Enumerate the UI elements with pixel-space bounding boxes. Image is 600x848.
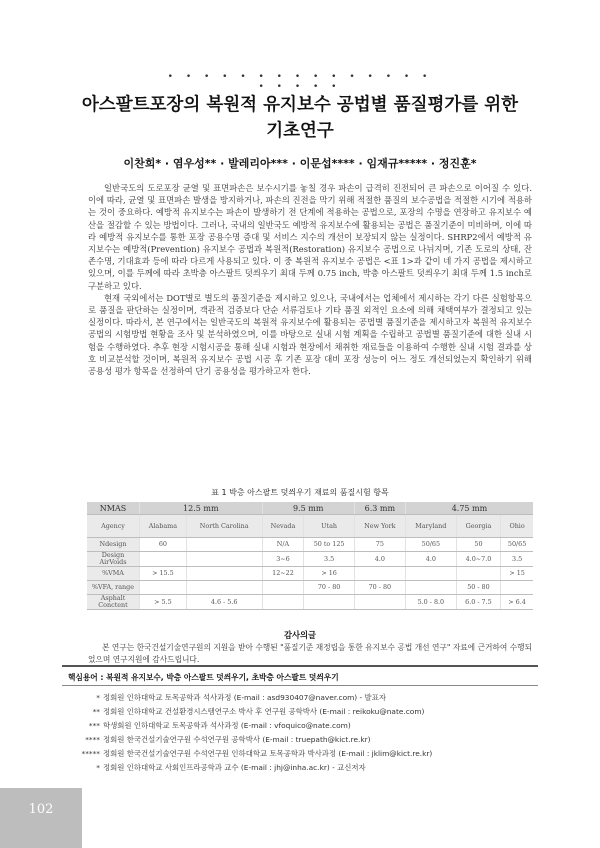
table-cell: 50	[456, 538, 500, 552]
table-cell	[405, 581, 456, 595]
agency-cell: Utah	[304, 515, 354, 538]
footnote-mark: *	[96, 763, 100, 773]
agency-cell: Ohio	[501, 515, 533, 538]
table-cell	[456, 567, 500, 581]
footnote-text: 정회원 인하대학교 건설환경시스템연구소 박사 후 연구원 공학박사 (E-mail : reikoku@nate.com)	[103, 707, 425, 717]
table-cell	[304, 595, 354, 610]
quality-test-table	[87, 502, 533, 610]
table-group-row	[87, 502, 533, 515]
table-row	[87, 567, 533, 581]
table-cell: 50 to 125	[304, 538, 354, 552]
table-cell: 3~6	[262, 552, 304, 567]
agency-header: Agency	[87, 515, 140, 538]
footnote-text: 정회원 인하대학교 토목공학과 석사과정 (E-mail : asd930407@naver.com) - 발표자	[103, 693, 386, 702]
keyword-divider	[62, 685, 538, 686]
table-row	[87, 552, 533, 567]
agency-cell: North Carolina	[186, 515, 262, 538]
footnote	[60, 733, 540, 747]
keywords: 핵심용어 : 복원적 유지보수, 박층 아스팔트 덧씌우기, 초박층 아스팔트 덧씌우기	[68, 673, 339, 682]
row-label: %VFA, range	[87, 581, 140, 595]
page-number-box	[0, 788, 82, 848]
table-cell: 70 - 80	[354, 581, 405, 595]
footnote-text: 정회원 한국건설기술연구원 수석연구원 인하대학교 토목공학과 박사과정 (E-mail : jklim@kict.re.kr)	[103, 749, 433, 759]
acknowledgement-title: 감사의글	[283, 630, 317, 640]
table-cell: 3.5	[501, 552, 533, 567]
row-label: %VMA	[87, 567, 140, 581]
agency-cell: Maryland	[405, 515, 456, 538]
agency-cell: New York	[354, 515, 405, 538]
author-footnotes	[60, 691, 540, 776]
agency-cell: Alabama	[140, 515, 187, 538]
table-cell: 75	[354, 538, 405, 552]
table-cell: 50/65	[501, 538, 533, 552]
title-line-2: 기초연구	[266, 121, 334, 141]
table-cell	[140, 581, 187, 595]
table-cell	[186, 552, 262, 567]
table-cell: 12~22	[262, 567, 304, 581]
agency-cell: Georgia	[456, 515, 500, 538]
header-dots: • • • • • • • • • • • • • • • • • • • •	[167, 72, 433, 92]
footnote-mark: **	[92, 707, 100, 717]
table-cell: > 15.5	[140, 567, 187, 581]
table-cell	[354, 595, 405, 610]
table-cell	[262, 595, 304, 610]
table-cell: 50/65	[405, 538, 456, 552]
table-cell: 3.5	[304, 552, 354, 567]
title-line-1: 아스팔트포장의 복원적 유지보수 공법별 품질평가를 위한	[81, 95, 519, 115]
table-cell	[405, 567, 456, 581]
table-cell: 4.0~7.0	[456, 552, 500, 567]
footnote	[60, 747, 540, 761]
footnote-mark: *	[96, 693, 100, 702]
table-caption: 표 1 박층 아스팔트 덧씌우기 재료의 품질시험 항목	[211, 488, 389, 497]
table-cell: N/A	[262, 538, 304, 552]
section-divider	[62, 665, 538, 667]
group-header: 12.5 mm	[140, 502, 263, 515]
footnote-mark: *****	[81, 749, 100, 759]
body-paragraph: 현재 국외에서는 DOT별로 별도의 품질기준을 제시하고 있으나, 국내에서는 업체에서 제시하는 각기 다른 실험항목으로 품질을 판단하는 실정이며, 객관적 검증보다 단순 서류검토나 기타 품질 외적인 요소에 의해 채택여부가 결정되고 있는 실정이다. 따라서, 본 연구에서는 일반국도의 복원적 유지보수에 활용되는 공법별 품질기준을 제시하고자 복원적 유지보수 공법의 시험방법 현황을 조사 및 분석하였으며, 이를 바탕으로 실내 시험 계획을 수립하고 공법별 품질기준에 대한 실내 시험을 수행하였다. 추후 현장 시험시공을 통해 실내 시험과 현장에서 채취한 재료들을 이용하여 수행한 실내 시험 결과를 상호 비교분석할 것이며, 복원적 유지보수 공법 시공 후 기존 포장 대비 포장 성능이 어느 정도 개선되었는지 확인하기 위해 공용성 평가 항목을 선정하여 단기 공용성을 평가하고자 한다.	[88, 292, 532, 377]
nmas-header: NMAS	[87, 502, 140, 515]
agency-cell: Nevada	[262, 515, 304, 538]
table-cell	[186, 567, 262, 581]
table-body	[87, 538, 533, 610]
footnote-mark: ****	[85, 735, 100, 745]
table-cell: 4.0	[405, 552, 456, 567]
table-cell: 6.0 - 7.5	[456, 595, 500, 610]
paper-title	[40, 92, 560, 144]
table-cell	[262, 581, 304, 595]
table-cell	[186, 538, 262, 552]
table-cell: 4.6 - 5.6	[186, 595, 262, 610]
row-label: Asphalt Conctent	[87, 595, 140, 610]
table-row	[87, 581, 533, 595]
table-cell: 70 - 80	[304, 581, 354, 595]
acknowledgement-paragraph: 본 연구는 한국건설기술연구원의 지원을 받아 수행된 "품질기준 재정립을 통한 유지보수 공법 개선 연구" 자료에 근거하여 수행되었으며 연구지원에 감사드립니다.	[88, 643, 532, 664]
table-agency-row	[87, 515, 533, 538]
group-header: 9.5 mm	[262, 502, 354, 515]
author-list: 이찬희* · 염우성** · 발레리아*** · 이문섭**** · 임재규***** · 정진훈*	[123, 157, 477, 170]
table-cell: 5.0 - 8.0	[405, 595, 456, 610]
table-cell: > 6.4	[501, 595, 533, 610]
row-label: Design AirVoids	[87, 552, 140, 567]
group-header: 6.3 mm	[354, 502, 405, 515]
footnote	[60, 705, 540, 719]
page-number: 102	[28, 802, 54, 817]
table-cell: 60	[140, 538, 187, 552]
group-header: 4.75 mm	[405, 502, 533, 515]
row-label: Ndesign	[87, 538, 140, 552]
footnote-mark: ***	[88, 721, 100, 731]
table-cell: > 16	[304, 567, 354, 581]
footnote-text: 학생회원 인하대학교 토목공학과 석사과정 (E-mail : vfoquico@nate.com)	[103, 721, 351, 731]
footnote	[60, 761, 540, 775]
table-cell	[140, 552, 187, 567]
footnote	[60, 691, 540, 705]
acknowledgement-text	[88, 642, 532, 666]
table-cell: > 5.5	[140, 595, 187, 610]
table-cell: 4.0	[354, 552, 405, 567]
body-paragraph: 일반국도의 도로포장 균열 및 표면파손은 보수시기를 놓칠 경우 파손이 급격히 진전되어 큰 파손으로 이어질 수 있다. 이에 따라, 균열 및 표면파손 발생을 방지하거나, 파손의 진전을 막기 위해 적절한 품질의 보수공법을 적절한 시기에 적용하는 것이 중요하다. 예방적 유지보수는 파손이 발생하기 전 단계에 적용하는 공법으로, 포장의 수명을 연장하고 유지보수 예산을 절감할 수 있는 방법이다. 그러나, 국내의 일반국도 예방적 유지보수에 활용되는 공법은 품질기준이 미비하며, 이에 따라 예방적 유지보수를 통한 포장 공용수명 증대 및 서비스 지수의 개선이 보장되지 않는 실정이다. SHRP2에서 예방적 유지보수는 예방적(Prevention) 유지보수 공법과 복원적(Restoration) 유지보수 공법으로 나뉘지며, 기존 도로의 상태, 잔존수명, 기대효과 등에 따라 다르게 사용되고 있다. 이 중 복원적 유지보수 공법은 <표 1>과 같이 네 가지 공법을 제시하고 있으며, 이를 두께에 따라 초박층 아스팔트 덧씌우기 최대 두께 0.75 inch, 박층 아스팔트 덧씌우기 최대 두께 1.5 inch로 구분하고 있다.	[88, 183, 532, 291]
footnote	[60, 719, 540, 733]
table-cell	[501, 581, 533, 595]
table-row	[87, 595, 533, 610]
table-cell	[186, 581, 262, 595]
table-cell	[354, 567, 405, 581]
table-row	[87, 538, 533, 552]
footnote-text: 정회원 한국건설기술연구원 수석연구원 공학박사 (E-mail : truepath@kict.re.kr)	[103, 735, 371, 745]
abstract-body	[88, 182, 532, 377]
table-cell: > 15	[501, 567, 533, 581]
footnote-text: 정회원 인하대학교 사회인프라공학과 교수 (E-mail : jhj@inha.ac.kr) - 교신저자	[103, 763, 366, 773]
table-cell: 50 - 80	[456, 581, 500, 595]
